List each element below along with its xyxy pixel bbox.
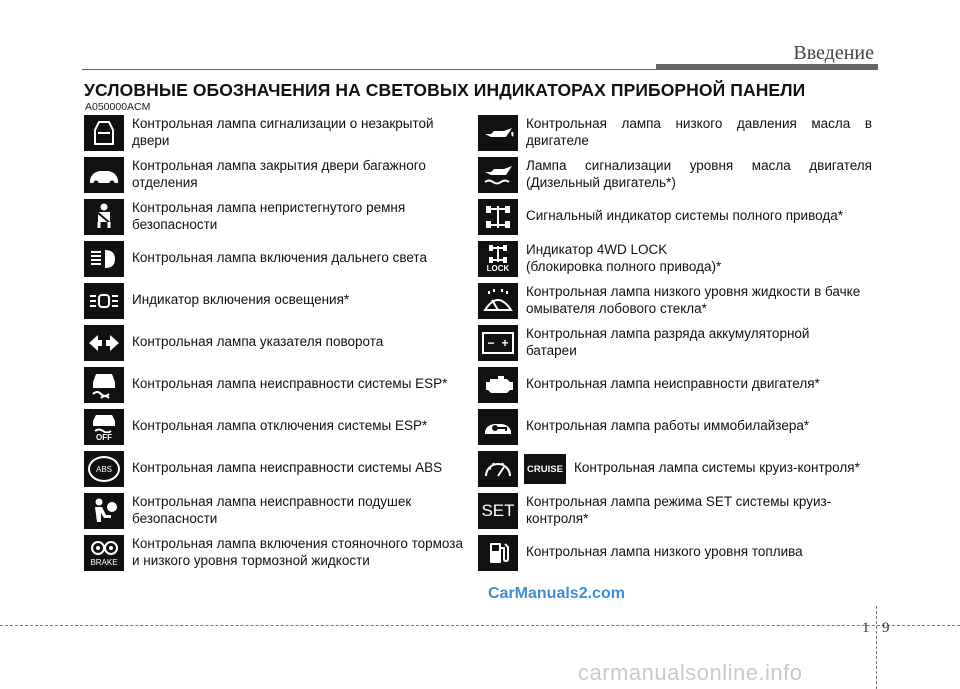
esp-off-label: OFF — [96, 432, 112, 442]
indicator-text: Индикатор включения освещения* — [132, 292, 350, 307]
door-ajar-icon — [84, 115, 124, 151]
airbag-icon — [84, 493, 124, 529]
indicator-item-trunk — [84, 157, 426, 193]
indicator-text: Контрольная лампа сигнализации о незакрытой — [132, 116, 434, 131]
turn-signal-icon — [84, 325, 124, 361]
indicator-text: Контрольная лампа низкого давления масла в — [526, 116, 872, 131]
indicator-text: безопасности — [132, 217, 218, 232]
indicator-item-esp-off — [84, 409, 427, 445]
trunk-open-icon — [84, 157, 124, 193]
indicator-text: Контрольная лампа низкого уровня топлива — [526, 544, 803, 559]
lock-label: LOCK — [486, 264, 510, 273]
washer-fluid-icon — [478, 283, 518, 319]
page-number-chapter: 1 — [862, 620, 870, 636]
indicator-item-lights — [84, 283, 349, 319]
abs-label: ABS — [88, 456, 120, 482]
indicator-item-airbag — [84, 493, 411, 529]
speedometer-icon — [478, 451, 518, 487]
awd-icon — [478, 199, 518, 235]
indicator-item-turn-signal — [84, 325, 383, 361]
indicator-item-oil-level — [478, 157, 872, 193]
battery-plus: + — [501, 336, 509, 350]
oil-level-icon — [478, 157, 518, 193]
indicator-item-brake — [84, 535, 463, 571]
indicator-item-oil-pressure — [478, 115, 872, 151]
oil-pressure-icon — [478, 115, 518, 151]
indicator-text: Контрольная лампа непристегнутого ремня — [132, 200, 406, 215]
indicator-item-abs — [84, 451, 442, 487]
indicator-text: Контрольная лампа неисправности системы ABS — [132, 460, 443, 475]
indicator-text: Контрольная лампа включения дальнего света — [132, 250, 427, 265]
indicator-item-high-beam — [84, 241, 427, 277]
indicator-text: отделения — [132, 175, 198, 190]
indicator-text: Индикатор 4WD LOCK — [526, 242, 668, 257]
indicator-text: Контрольная лампа режима SET системы круиз- — [526, 494, 832, 509]
cruise-icon: CRUISE — [524, 454, 566, 484]
indicator-text: Контрольная лампа неисправности подушек — [132, 494, 412, 509]
indicator-text: двери — [132, 133, 170, 148]
indicator-text: (блокировка полного привода)* — [526, 259, 722, 274]
battery-icon — [478, 325, 518, 361]
seatbelt-icon — [84, 199, 124, 235]
section-code: A050000ACM — [85, 101, 151, 113]
battery-minus: − — [487, 336, 495, 350]
fuel-icon — [478, 535, 518, 571]
indicator-item-awd — [478, 199, 843, 235]
section-header: Введение — [793, 42, 874, 64]
indicator-text: Сигнальный индикатор системы полного привода* — [526, 208, 843, 223]
indicator-text: Контрольная лампа отключения системы ESP* — [132, 418, 428, 433]
indicator-item-immobilizer — [478, 409, 809, 445]
indicator-item-4wd-lock — [478, 241, 721, 277]
indicator-item-seatbelt — [84, 199, 405, 235]
page-number-page: 9 — [882, 620, 890, 636]
footer-dashed-rule — [0, 625, 960, 626]
indicator-text: Контрольная лампа неисправности двигателя* — [526, 376, 820, 391]
indicator-item-battery — [478, 325, 809, 361]
high-beam-icon — [84, 241, 124, 277]
footer-vertical-rule — [876, 606, 877, 689]
indicator-text: безопасности — [132, 511, 218, 526]
lights-on-icon — [84, 283, 124, 319]
indicator-text: омывателя лобового стекла* — [526, 301, 707, 316]
check-engine-icon — [478, 367, 518, 403]
bottom-watermark: carmanualsonline.info — [578, 660, 803, 685]
set-icon — [478, 493, 518, 529]
indicator-item-esp — [84, 367, 447, 403]
indicator-text: (Дизельный двигатель*) — [526, 175, 676, 190]
indicator-item-cruise — [478, 451, 860, 487]
indicator-text: Лампа сигнализации уровня масла двигателя — [526, 158, 872, 173]
header-rule — [82, 69, 878, 70]
abs-icon — [84, 451, 124, 487]
indicator-item-fuel — [478, 535, 803, 571]
indicator-text: Контрольная лампа указателя поворота — [132, 334, 384, 349]
immobilizer-icon — [478, 409, 518, 445]
indicator-item-door-ajar — [84, 115, 434, 151]
indicator-text: Контрольная лампа неисправности системы ESP* — [132, 376, 448, 391]
indicator-item-washer — [478, 283, 860, 319]
indicator-text: Контрольная лампа закрытия двери багажного — [132, 158, 426, 173]
indicator-text: двигателе — [526, 133, 589, 148]
indicator-text: Контрольная лампа низкого уровня жидкости в бачке — [526, 284, 861, 299]
esp-off-icon — [84, 409, 124, 445]
indicator-item-set — [478, 493, 831, 529]
indicator-text: батареи — [526, 343, 577, 358]
page-title: УСЛОВНЫЕ ОБОЗНАЧЕНИЯ НА СВЕТОВЫХ ИНДИКАТОРАХ ПРИБОРНОЙ ПАНЕЛИ — [84, 80, 806, 100]
indicator-text: Контрольная лампа разряда аккумуляторной — [526, 326, 810, 341]
brake-icon — [84, 535, 124, 571]
indicator-text: и низкого уровня тормозной жидкости — [132, 553, 370, 568]
esp-icon — [84, 367, 124, 403]
set-label: SET — [481, 501, 515, 520]
brake-label: BRAKE — [90, 558, 118, 567]
watermark: CarManuals2.com — [488, 585, 625, 602]
indicator-item-check-engine — [478, 367, 820, 403]
4wd-lock-icon — [478, 241, 518, 277]
indicator-text: контроля* — [526, 511, 589, 526]
indicator-text: Контрольная лампа системы круиз-контроля* — [574, 460, 860, 475]
indicator-text: Контрольная лампа включения стояночного тормоза — [132, 536, 463, 551]
indicator-text: Контрольная лампа работы иммобилайзера* — [526, 418, 810, 433]
